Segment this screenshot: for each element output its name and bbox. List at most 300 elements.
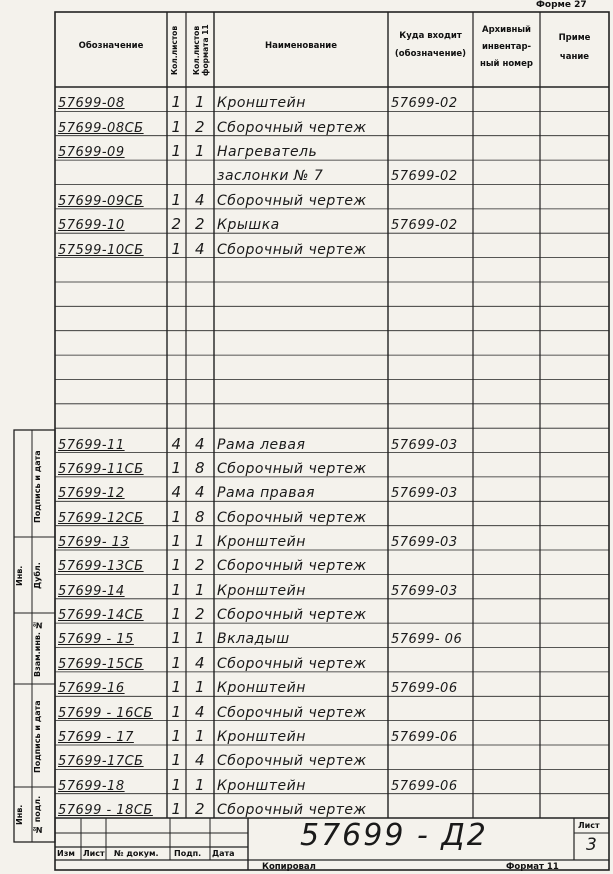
header-archive-line3: ный номер	[480, 59, 533, 69]
cell-where-used	[388, 477, 473, 501]
cell-name-text: Сборочный чертеж	[217, 802, 367, 819]
table-row	[0, 745, 613, 769]
cell-format11-text: 8	[194, 507, 206, 526]
cell-name-text: Кронштейн	[217, 95, 306, 112]
cell-format11-text: 1	[194, 142, 206, 161]
cell-where-used	[388, 233, 473, 257]
cell-name-text: Кронштейн	[217, 777, 306, 794]
cell-name-text: Сборочный чертеж	[217, 704, 367, 721]
cell-designation	[55, 282, 167, 306]
cell-where-used	[388, 136, 473, 160]
cell-designation	[55, 111, 167, 135]
cell-name-text: Сборочный чертеж	[217, 509, 367, 526]
cell-name-text: Кронштейн	[217, 680, 306, 697]
cell-format11	[186, 745, 214, 769]
cell-sheets	[167, 306, 186, 330]
cell-sheets-text: 4	[171, 434, 182, 453]
cell-format11-text: 4	[194, 653, 206, 672]
cell-format11	[186, 526, 214, 550]
cell-name-text: Крышка	[217, 217, 280, 234]
cell-where-used	[388, 769, 473, 793]
tb-sheet-number: 3	[586, 835, 598, 855]
cell-designation-text: 57699-17СБ	[58, 754, 144, 770]
cell-sheets	[167, 672, 186, 696]
table-row	[0, 526, 613, 550]
cell-sheets-text: 1	[171, 629, 182, 648]
tb-list: Лист	[83, 849, 105, 858]
cell-sheets-text: 1	[171, 678, 182, 697]
cell-where-used	[388, 87, 473, 111]
cell-name	[214, 233, 388, 257]
header-where-used-line2: (обозначение)	[394, 49, 467, 59]
header-where-used-line1: Куда входит	[399, 31, 462, 41]
cell-name	[214, 501, 388, 525]
cell-where-used	[388, 501, 473, 525]
table-row	[0, 696, 613, 720]
cell-where-used	[388, 428, 473, 452]
cell-format11-text: 2	[194, 605, 206, 624]
cell-name	[214, 184, 388, 208]
cell-designation-text: 57699 - 16СБ	[58, 705, 153, 721]
cell-sheets-text: 1	[171, 458, 182, 477]
cell-name	[214, 136, 388, 160]
cell-format11	[186, 477, 214, 501]
cell-name	[214, 672, 388, 696]
cell-designation	[55, 87, 167, 111]
cell-designation-text: 57699- 13	[58, 535, 130, 551]
cell-sheets	[167, 769, 186, 793]
cell-name	[214, 696, 388, 720]
table-row	[0, 453, 613, 477]
form-label: Форме 27	[536, 0, 587, 10]
header-name: Наименование	[265, 41, 337, 51]
cell-format11	[186, 599, 214, 623]
cell-where-used	[388, 696, 473, 720]
cell-name-text: Сборочный чертеж	[217, 460, 367, 477]
side-inv-podl: № подл.	[33, 795, 42, 835]
cell-format11	[186, 233, 214, 257]
table-row	[0, 184, 613, 208]
cell-format11-text: 4	[194, 239, 206, 258]
cell-where-used	[388, 623, 473, 647]
header-archive-line2: инвентар-	[481, 42, 532, 52]
cell-designation-text: 57699-08	[58, 96, 125, 112]
tb-doc-no: № докум.	[114, 849, 159, 858]
cell-sheets	[167, 501, 186, 525]
cell-designation-text: 57699-14	[58, 583, 125, 599]
table-row	[0, 404, 613, 428]
cell-where-used	[388, 209, 473, 233]
side-sign-date-bottom: Подпись и дата	[33, 700, 42, 774]
cell-format11	[186, 721, 214, 745]
cell-format11	[186, 501, 214, 525]
table-row	[0, 550, 613, 574]
cell-name-text: Сборочный чертеж	[217, 241, 367, 258]
cell-format11-text: 2	[194, 215, 206, 234]
cell-name-text: заслонки № 7	[217, 168, 324, 185]
cell-designation	[55, 648, 167, 672]
cell-name	[214, 282, 388, 306]
cell-format11	[186, 453, 214, 477]
cell-name	[214, 87, 388, 111]
cell-name	[214, 404, 388, 428]
cell-sheets	[167, 794, 186, 818]
cell-sheets	[167, 160, 186, 184]
cell-where-used	[388, 672, 473, 696]
table-row	[0, 428, 613, 452]
cell-name-text: Рама правая	[217, 485, 315, 502]
cell-sheets-text: 1	[171, 580, 182, 599]
cell-name-text: Сборочный чертеж	[217, 119, 367, 136]
cell-name	[214, 769, 388, 793]
cell-designation-text: 57699-10	[58, 218, 125, 234]
cell-where-used	[388, 721, 473, 745]
cell-format11-text: 2	[194, 800, 206, 819]
cell-name	[214, 355, 388, 379]
table-row	[0, 721, 613, 745]
cell-sheets	[167, 599, 186, 623]
cell-sheets	[167, 623, 186, 647]
cell-designation	[55, 428, 167, 452]
cell-sheets-text: 1	[171, 507, 182, 526]
table-row	[0, 769, 613, 793]
cell-name	[214, 209, 388, 233]
cell-format11-text: 4	[194, 751, 206, 770]
side-dubl: Дубл.	[33, 562, 42, 590]
cell-format11	[186, 672, 214, 696]
cell-where-used	[388, 379, 473, 403]
cell-where-used-text: 57699-06	[391, 681, 458, 697]
cell-format11	[186, 160, 214, 184]
cell-sheets	[167, 355, 186, 379]
table-row	[0, 258, 613, 282]
cell-format11	[186, 209, 214, 233]
cell-format11-text: 1	[194, 532, 206, 551]
header-archive-line1: Архивный	[482, 25, 531, 35]
cell-designation-text: 57699-18	[58, 778, 125, 794]
cell-format11	[186, 794, 214, 818]
tb-document-number: 57699 - Д2	[300, 818, 488, 853]
cell-format11	[186, 258, 214, 282]
cell-designation-text: 57699-08СБ	[58, 120, 144, 136]
table-row	[0, 379, 613, 403]
cell-name	[214, 745, 388, 769]
cell-designation-text: 57699 - 18СБ	[58, 803, 153, 819]
cell-where-used	[388, 648, 473, 672]
header-note-line1: Приме	[558, 33, 591, 43]
cell-sheets-text: 1	[171, 605, 182, 624]
cell-where-used	[388, 306, 473, 330]
cell-designation-text: 57699-09СБ	[58, 193, 144, 209]
cell-designation-text: 57699-13СБ	[58, 559, 144, 575]
cell-sheets-text: 1	[171, 93, 182, 112]
side-sign-date-top: Подпись и дата	[33, 450, 42, 524]
cell-where-used	[388, 745, 473, 769]
cell-sheets	[167, 453, 186, 477]
cell-designation	[55, 136, 167, 160]
cell-where-used	[388, 331, 473, 355]
cell-designation	[55, 355, 167, 379]
cell-name-text: Нагреватель	[217, 144, 318, 161]
cell-format11	[186, 550, 214, 574]
cell-format11	[186, 355, 214, 379]
cell-format11	[186, 696, 214, 720]
cell-format11	[186, 428, 214, 452]
cell-sheets	[167, 404, 186, 428]
cell-designation-text: 57699-12	[58, 486, 125, 502]
cell-designation	[55, 306, 167, 330]
cell-designation	[55, 160, 167, 184]
cell-sheets	[167, 745, 186, 769]
cell-sheets-text: 1	[171, 556, 182, 575]
cell-format11-text: 1	[194, 629, 206, 648]
cell-where-used-text: 57699- 06	[391, 632, 463, 648]
cell-format11	[186, 769, 214, 793]
cell-sheets	[167, 184, 186, 208]
cell-where-used-text: 57699-02	[391, 96, 458, 112]
cell-designation-text: 57699-15СБ	[58, 656, 144, 672]
cell-designation	[55, 672, 167, 696]
cell-name-text: Сборочный чертеж	[217, 558, 367, 575]
cell-sheets	[167, 209, 186, 233]
header-note-line2: чание	[559, 52, 590, 62]
cell-format11	[186, 623, 214, 647]
cell-name	[214, 550, 388, 574]
cell-format11-text: 1	[194, 726, 206, 745]
cell-designation	[55, 331, 167, 355]
table-row	[0, 209, 613, 233]
cell-format11-text: 4	[194, 483, 206, 502]
cell-format11	[186, 282, 214, 306]
cell-format11	[186, 306, 214, 330]
cell-sheets	[167, 379, 186, 403]
cell-sheets-text: 1	[171, 142, 182, 161]
cell-sheets-text: 1	[171, 800, 182, 819]
cell-designation	[55, 453, 167, 477]
cell-designation-text: 57699-11	[58, 437, 125, 453]
cell-where-used-text: 57699-03	[391, 486, 458, 502]
side-vzam: Взам.инв. №	[33, 620, 42, 677]
cell-designation-text: 57699-11СБ	[58, 461, 144, 477]
cell-name	[214, 331, 388, 355]
cell-designation	[55, 745, 167, 769]
cell-format11-text: 1	[194, 580, 206, 599]
cell-sheets-text: 1	[171, 751, 182, 770]
cell-designation	[55, 623, 167, 647]
cell-where-used	[388, 160, 473, 184]
cell-designation	[55, 526, 167, 550]
cell-name-text: Кронштейн	[217, 534, 306, 551]
cell-sheets-text: 1	[171, 726, 182, 745]
cell-sheets	[167, 111, 186, 135]
cell-name	[214, 648, 388, 672]
cell-format11	[186, 87, 214, 111]
cell-where-used	[388, 550, 473, 574]
footer-copied: Копировал	[262, 862, 316, 872]
cell-designation	[55, 550, 167, 574]
table-row	[0, 599, 613, 623]
cell-designation	[55, 501, 167, 525]
cell-format11-text: 1	[194, 93, 206, 112]
cell-designation-text: 57699-14СБ	[58, 608, 144, 624]
header-format11-count: Кол.листов формата 11	[192, 24, 210, 76]
cell-name	[214, 599, 388, 623]
cell-sheets-text: 1	[171, 190, 182, 209]
table-row	[0, 623, 613, 647]
cell-where-used-text: 57699-06	[391, 729, 458, 745]
cell-name	[214, 453, 388, 477]
cell-name-text: Сборочный чертеж	[217, 607, 367, 624]
cell-name	[214, 428, 388, 452]
cell-designation	[55, 769, 167, 793]
cell-format11	[186, 574, 214, 598]
cell-designation	[55, 404, 167, 428]
table-row	[0, 331, 613, 355]
tb-podp: Подп.	[174, 849, 202, 858]
tb-date: Дата	[212, 849, 235, 858]
cell-where-used-text: 57699-02	[391, 169, 458, 185]
cell-sheets-text: 1	[171, 775, 182, 794]
cell-name	[214, 258, 388, 282]
table-row	[0, 111, 613, 135]
cell-designation	[55, 574, 167, 598]
cell-sheets	[167, 721, 186, 745]
cell-sheets-text: 1	[171, 532, 182, 551]
header-sheets-count: Кол.листов	[170, 25, 179, 75]
cell-sheets-text: 1	[171, 702, 182, 721]
table-row	[0, 672, 613, 696]
cell-designation	[55, 258, 167, 282]
cell-where-used	[388, 453, 473, 477]
cell-designation	[55, 184, 167, 208]
cell-format11	[186, 404, 214, 428]
tb-izm: Изм	[57, 849, 75, 858]
cell-sheets	[167, 233, 186, 257]
cell-format11	[186, 648, 214, 672]
cell-format11-text: 2	[194, 556, 206, 575]
side-inv-podl2: Инв.	[15, 804, 24, 826]
cell-sheets	[167, 574, 186, 598]
cell-where-used-text: 57699-06	[391, 778, 458, 794]
cell-sheets-text: 1	[171, 653, 182, 672]
cell-designation	[55, 599, 167, 623]
cell-name	[214, 160, 388, 184]
table-row	[0, 136, 613, 160]
cell-name	[214, 721, 388, 745]
cell-where-used	[388, 355, 473, 379]
cell-designation-text: 57699-16	[58, 681, 125, 697]
cell-where-used-text: 57699-03	[391, 437, 458, 453]
cell-format11	[186, 379, 214, 403]
cell-name	[214, 526, 388, 550]
cell-designation	[55, 477, 167, 501]
cell-name-text: Кронштейн	[217, 582, 306, 599]
table-row	[0, 355, 613, 379]
cell-format11-text: 1	[194, 775, 206, 794]
cell-where-used	[388, 526, 473, 550]
table-row	[0, 87, 613, 111]
cell-sheets-text: 2	[171, 215, 182, 234]
cell-format11-text: 2	[194, 117, 206, 136]
cell-sheets	[167, 258, 186, 282]
cell-name-text: Кронштейн	[217, 728, 306, 745]
cell-sheets	[167, 477, 186, 501]
table-row	[0, 477, 613, 501]
cell-sheets	[167, 526, 186, 550]
cell-format11	[186, 136, 214, 160]
header-designation: Обозначение	[78, 41, 144, 51]
cell-designation-text: 57599-10СБ	[58, 242, 144, 258]
cell-designation-text: 57699-09	[58, 145, 125, 161]
table-row	[0, 574, 613, 598]
cell-designation	[55, 379, 167, 403]
table-row	[0, 306, 613, 330]
table-row	[0, 794, 613, 818]
table-row	[0, 648, 613, 672]
cell-designation-text: 57699 - 15	[58, 632, 134, 648]
cell-format11-text: 8	[194, 458, 206, 477]
footer-format: Формат 11	[506, 862, 559, 872]
cell-name	[214, 574, 388, 598]
cell-where-used	[388, 404, 473, 428]
cell-name	[214, 306, 388, 330]
cell-where-used	[388, 258, 473, 282]
table-row	[0, 233, 613, 257]
cell-sheets-text: 1	[171, 117, 182, 136]
cell-designation	[55, 209, 167, 233]
side-inv-dubl: Инв.	[15, 565, 24, 587]
cell-name-text: Сборочный чертеж	[217, 192, 367, 209]
cell-sheets	[167, 136, 186, 160]
cell-where-used	[388, 794, 473, 818]
cell-format11	[186, 331, 214, 355]
table-row	[0, 501, 613, 525]
cell-sheets	[167, 87, 186, 111]
cell-format11	[186, 111, 214, 135]
cell-designation-text: 57699 - 17	[58, 729, 134, 745]
cell-sheets	[167, 331, 186, 355]
cell-name	[214, 111, 388, 135]
cell-where-used	[388, 184, 473, 208]
cell-sheets	[167, 282, 186, 306]
cell-where-used	[388, 599, 473, 623]
cell-where-used	[388, 282, 473, 306]
cell-name-text: Сборочный чертеж	[217, 655, 367, 672]
cell-where-used-text: 57699-02	[391, 218, 458, 234]
cell-sheets	[167, 550, 186, 574]
cell-sheets	[167, 648, 186, 672]
cell-designation	[55, 794, 167, 818]
tb-sheet-label: Лист	[578, 821, 600, 830]
cell-sheets-text: 1	[171, 239, 182, 258]
cell-name-text: Рама левая	[217, 436, 306, 453]
cell-where-used	[388, 574, 473, 598]
cell-name-text: Сборочный чертеж	[217, 753, 367, 770]
cell-where-used	[388, 111, 473, 135]
cell-sheets	[167, 428, 186, 452]
cell-name	[214, 379, 388, 403]
table-row	[0, 282, 613, 306]
cell-designation-text: 57699-12СБ	[58, 510, 144, 526]
cell-format11-text: 4	[194, 702, 206, 721]
cell-designation	[55, 233, 167, 257]
cell-where-used-text: 57699-03	[391, 535, 458, 551]
cell-name	[214, 623, 388, 647]
cell-sheets	[167, 696, 186, 720]
cell-name	[214, 477, 388, 501]
cell-sheets-text: 4	[171, 483, 182, 502]
cell-where-used-text: 57699-03	[391, 583, 458, 599]
